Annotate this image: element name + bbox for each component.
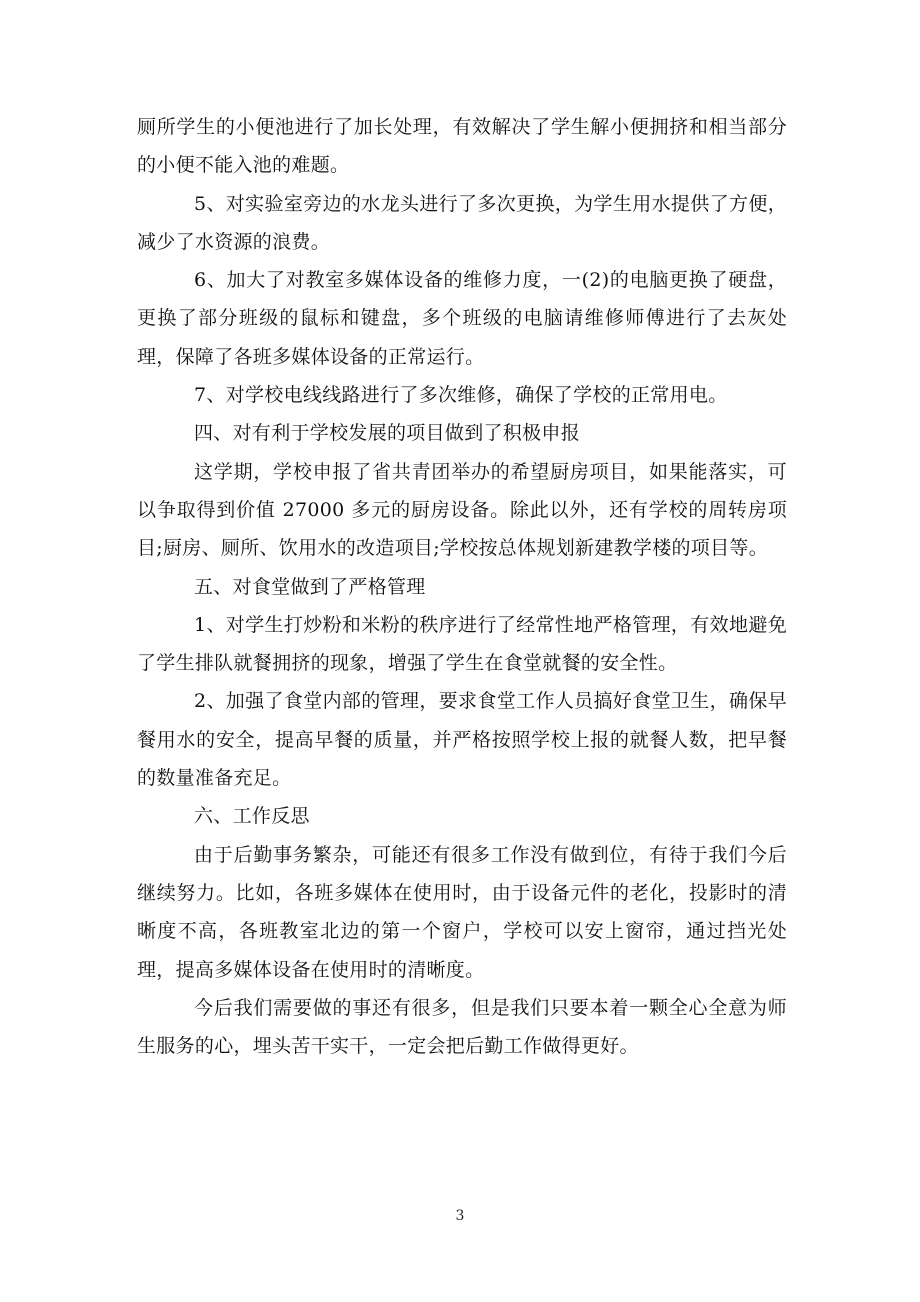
paragraph-section-5-item-2: 2、加强了食堂内部的管理，要求食堂工作人员搞好食堂卫生，确保早餐用水的安全，提高早餐的质量，并严格按照学校上报的就餐人数，把早餐的数量准备充足。 [137,690,787,790]
paragraph-continuation: 厕所学生的小便池进行了加长处理，有效解决了学生解小便拥挤和相当部分的小便不能入池的难题。 [137,116,787,177]
paragraph-section-5-item-1: 1、对学生打炒粉和米粉的秩序进行了经常性地严格管理，有效地避免了学生排队就餐拥挤的现象，增强了学生在食堂就餐的安全性。 [137,613,787,675]
page-number: 3 [455,1208,465,1224]
paragraph-section-6-body: 由于后勤事务繁杂，可能还有很多工作没有做到位，有待于我们今后继续努力。比如，各班多媒体在使用时，由于设备元件的老化，投影时的清晰度不高，各班教室北边的第一个窗户，学校可以安上窗帘，通过挡光处理，提高多媒体设备在使用时的清晰度。 [137,843,787,981]
section-heading-5: 五、对食堂做到了严格管理 [194,575,426,598]
section-heading-6: 六、工作反思 [194,805,310,828]
paragraph-closing: 今后我们需要做的事还有很多，但是我们只要本着一颗全心全意为师生服务的心，埋头苦干实干，一定会把后勤工作做得更好。 [137,996,787,1058]
paragraph-item-5: 5、对实验室旁边的水龙头进行了多次更换，为学生用水提供了方便，减少了水资源的浪费。 [137,192,787,253]
section-heading-4: 四、对有利于学校发展的项目做到了积极申报 [194,422,581,445]
paragraph-section-4-body: 这学期，学校申报了省共青团举办的希望厨房项目，如果能落实，可以争取得到价值 27000 多元的厨房设备。除此以外，还有学校的周转房项目;厨房、厕所、饮用水的改造项目;学校按总体规划新建教学楼的项目等。 [137,460,787,560]
paragraph-item-7: 7、对学校电线线路进行了多次维修，确保了学校的正常用电。 [194,384,728,407]
paragraph-item-6: 6、加大了对教室多媒体设备的维修力度，一(2)的电脑更换了硬盘，更换了部分班级的鼠标和键盘，多个班级的电脑请维修师傅进行了去灰处理，保障了各班多媒体设备的正常运行。 [137,269,787,368]
document-body [137,108,787,1065]
